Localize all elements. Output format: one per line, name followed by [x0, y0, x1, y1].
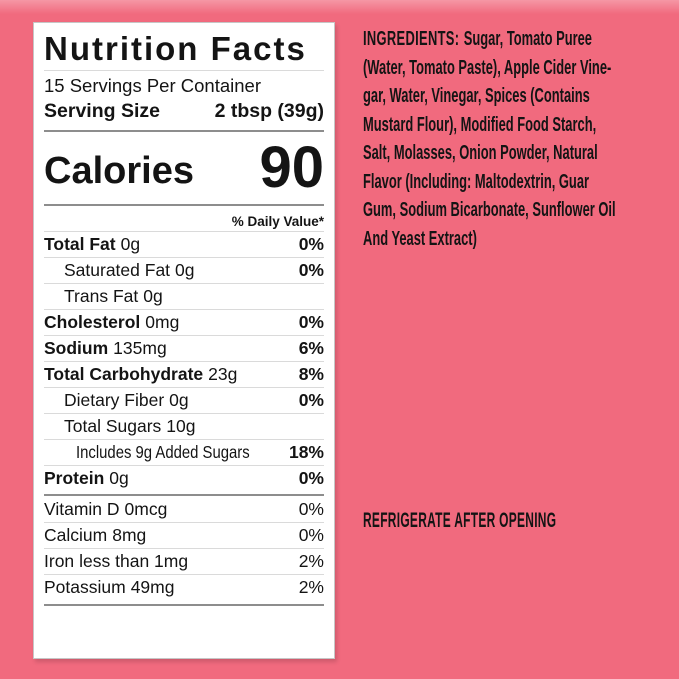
nutrient-row-saturated-fat: [44, 257, 324, 283]
nutrient-name: Includes 9g Added Sugars: [76, 442, 250, 462]
nutrient-amount: 0g: [175, 260, 195, 280]
nutrient-amount: 49mg: [130, 577, 175, 597]
nutrient-amount: 0mcg: [124, 498, 168, 519]
ingredients-text: [363, 25, 663, 253]
ingredient-line-text: Sugar, Tomato Puree: [463, 27, 592, 50]
nutrient-name: Protein: [44, 468, 105, 488]
nutrient-amount: 10g: [166, 416, 196, 436]
nutrient-daily-value: 0%: [298, 234, 324, 254]
nutrient-daily-value: 2%: [298, 551, 324, 571]
nutrient-amount: 0g: [169, 390, 189, 410]
nutrient-name: Total Sugars: [64, 416, 162, 436]
nutrient-row-vitamin-d: [44, 496, 324, 522]
ingredient-line: Mustard Flour), Modified Food Starch,: [363, 112, 597, 136]
title-divider: [44, 70, 324, 71]
nutrient-daily-value: 0%: [298, 390, 324, 410]
nutrient-amount: less than 1mg: [79, 551, 189, 571]
nutrient-row-calcium: [44, 522, 324, 548]
nutrient-row-iron: [44, 548, 324, 574]
ingredient-line: Salt, Molasses, Onion Powder, Natural: [363, 141, 598, 164]
ingredient-line: (Water, Tomato Paste), Apple Cider Vine-: [363, 55, 612, 79]
nutrition-facts-title: Nutrition Facts: [44, 30, 307, 67]
nutrient-daily-value: 0%: [298, 525, 324, 545]
ingredient-line: gar, Water, Vinegar, Spices (Contains: [363, 84, 590, 107]
ingredients-section: [363, 25, 663, 253]
section-bar: [44, 130, 324, 132]
nutrient-row-trans-fat: [44, 283, 324, 309]
nutrient-amount: 0g: [109, 468, 129, 488]
nutrient-daily-value: 6%: [298, 338, 324, 358]
storage-note: REFRIGERATE AFTER OPENING: [363, 509, 557, 532]
nutrient-row-total-fat: [44, 231, 324, 257]
nutrient-name: Total Fat: [44, 234, 116, 254]
nutrient-daily-value: 18%: [288, 442, 324, 462]
nutrient-name: Vitamin D: [44, 498, 120, 519]
nutrient-amount: 23g: [208, 364, 238, 384]
nutrient-name: Trans Fat: [64, 286, 139, 306]
ingredients-heading: INGREDIENTS:: [363, 27, 460, 50]
nutrient-name: Potassium: [44, 577, 126, 597]
ingredient-line: And Yeast Extract): [363, 226, 477, 250]
serving-size-row: [44, 98, 324, 124]
nutrient-row-sodium: [44, 335, 324, 361]
nutrient-name: Cholesterol: [44, 312, 141, 332]
section-bar: [44, 604, 324, 606]
ingredient-line: [363, 25, 592, 54]
serving-size-label: Serving Size: [44, 100, 160, 122]
nutrient-daily-value: 0%: [298, 312, 324, 332]
nutrient-daily-value: 8%: [298, 364, 324, 384]
calories-value: 90: [259, 135, 324, 200]
nutrient-daily-value: 0%: [298, 260, 324, 280]
nutrient-row-protein: [44, 465, 324, 491]
nutrient-amount: 0mg: [145, 312, 180, 332]
nutrient-name: Sodium: [44, 338, 109, 358]
nutrient-row-added-sugars: [44, 439, 324, 465]
daily-value-header: % Daily Value*: [231, 214, 324, 229]
nutrient-amount: 0g: [143, 286, 163, 306]
nutrient-daily-value: 0%: [298, 468, 324, 488]
nutrient-daily-value: 2%: [298, 577, 324, 597]
servings-per-container: 15 Servings Per Container: [44, 75, 261, 96]
serving-size-value: 2 tbsp (39g): [214, 100, 324, 122]
nutrient-row-total-carbohydrate: [44, 361, 324, 387]
ingredient-line: Gum, Sodium Bicarbonate, Sunflower Oil: [363, 198, 616, 221]
nutrient-row-total-sugars: [44, 413, 324, 439]
nutrient-name: Total Carbohydrate: [44, 364, 204, 384]
nutrition-facts-panel: [33, 22, 335, 659]
ingredient-line: Flavor (Including: Maltodextrin, Guar: [363, 169, 590, 193]
nutrient-name: Saturated Fat: [64, 260, 171, 280]
nutrient-row-cholesterol: [44, 309, 324, 335]
nutrient-amount: 0g: [120, 234, 141, 254]
nutrient-daily-value: 0%: [298, 498, 324, 519]
nutrient-name: Iron: [44, 551, 75, 571]
nutrient-name: Calcium: [44, 525, 108, 545]
nutrient-name: Dietary Fiber: [64, 390, 165, 410]
section-bar: [44, 204, 324, 206]
calories-label: Calories: [44, 150, 194, 192]
nutrient-row-potassium: [44, 574, 324, 600]
nutrient-amount: 8mg: [112, 525, 147, 545]
nutrient-row-dietary-fiber: [44, 387, 324, 413]
nutrient-amount: 135mg: [113, 338, 167, 358]
calories-row: [44, 135, 324, 200]
